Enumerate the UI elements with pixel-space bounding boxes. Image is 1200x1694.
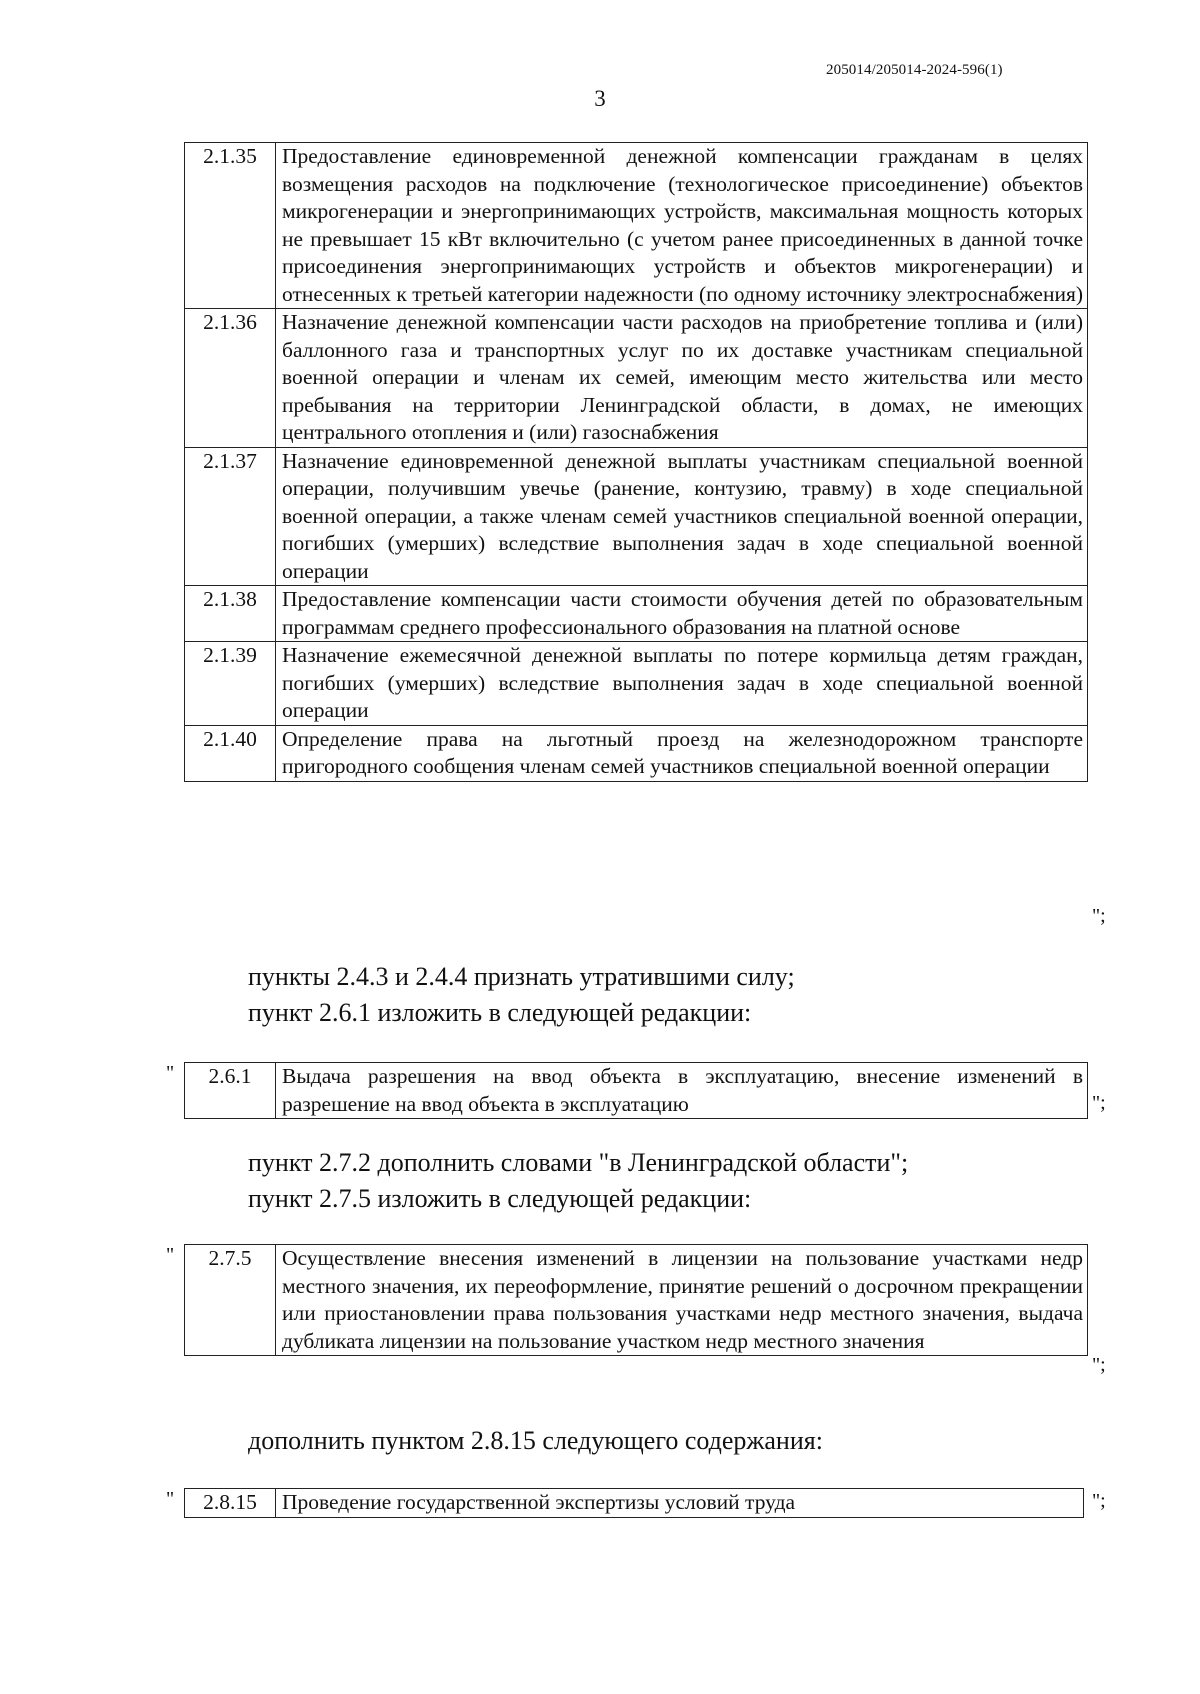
row-text: Определение права на льготный проезд на железнодорожном транспорте пригородного сообщения членам семей участников специальной военной операции [276,725,1088,781]
row-text: Назначение денежной компенсации части расходов на приобретение топлива и (или) баллонного газа и транспортных услуг по их доставке участникам специальной военной операции и членам их семей, имеющим место жительства или место пребывания на территории Ленинградской области, в домах, не имеющих центрального отопления и (или) газоснабжения [276,309,1088,448]
closing-quote: "; [1092,1490,1106,1512]
paragraph: пункт 2.7.5 изложить в следующей редакции: [248,1184,752,1213]
amended-row-table [184,1244,1088,1356]
table-row [185,1245,1088,1356]
opening-quote: " [166,1488,175,1510]
amended-row-table [184,1062,1088,1119]
paragraph: пункт 2.6.1 изложить в следующей редакции: [248,998,752,1027]
row-code: 2.1.35 [185,143,276,309]
row-text: Предоставление компенсации части стоимости обучения детей по образовательным программам среднего профессионального образования на платной основе [276,586,1088,642]
row-text: Предоставление единовременной денежной компенсации гражданам в целях возмещения расходов на подключение (технологическое присоединение) объектов микрогенерации и энергопринимающих устройств, максимальная мощность которых не превышает 15 кВт включительно (с учетом ранее присоединенных в данной точке присоединения энергопринимающих устройств и объектов микрогенерации) и отнесенных к третьей категории надежности (по одному источнику электроснабжения) [276,143,1088,309]
row-text: Осуществление внесения изменений в лицензии на пользование участками недр местного значения, их переоформление, принятие решений о досрочном прекращении или приостановлении права пользования участками недр местного значения, выдача дубликата лицензии на пользование участком недр местного значения [276,1245,1088,1356]
amended-row-table [184,1488,1084,1518]
table-row [185,1489,1084,1518]
table-row [185,642,1088,726]
closing-quote: "; [1092,1092,1106,1114]
row-code: 2.8.15 [185,1489,276,1518]
table-row [185,586,1088,642]
row-text: Назначение ежемесячной денежной выплаты по потере кормильца детям граждан, погибших (умерших) вследствие выполнения задач в ходе специальной военной операции [276,642,1088,726]
closing-quote: "; [1092,1354,1106,1376]
row-code: 2.1.36 [185,309,276,448]
row-text: Проведение государственной экспертизы условий труда [276,1489,1084,1518]
paragraph: пункт 2.7.2 дополнить словами "в Ленинградской области"; [248,1148,909,1177]
opening-quote: " [166,1062,175,1084]
row-code: 2.1.37 [185,447,276,586]
paragraph: пункты 2.4.3 и 2.4.4 признать утратившими силу; [248,962,795,991]
table-row [185,1063,1088,1119]
row-code: 2.7.5 [185,1245,276,1356]
table-row [185,725,1088,781]
services-table [184,142,1088,782]
row-text: Назначение единовременной денежной выплаты участникам специальной военной операции, получившим увечье (ранение, контузию, травму) в ходе специальной военной операции, а также членам семей участников специальной военной операции, погибших (умерших) вследствие выполнения задач в ходе специальной военной операции [276,447,1088,586]
paragraph: дополнить пунктом 2.8.15 следующего содержания: [248,1426,823,1455]
row-code: 2.1.38 [185,586,276,642]
table-row [185,143,1088,309]
page-number: 3 [594,86,606,111]
opening-quote: " [166,1244,175,1266]
row-code: 2.1.40 [185,725,276,781]
document-id: 205014/205014-2024-596(1) [826,62,1003,78]
row-code: 2.1.39 [185,642,276,726]
closing-quote: "; [1092,905,1106,927]
table-row [185,447,1088,586]
table-row [185,309,1088,448]
row-code: 2.6.1 [185,1063,276,1119]
row-text: Выдача разрешения на ввод объекта в эксплуатацию, внесение изменений в разрешение на ввод объекта в эксплуатацию [276,1063,1088,1119]
